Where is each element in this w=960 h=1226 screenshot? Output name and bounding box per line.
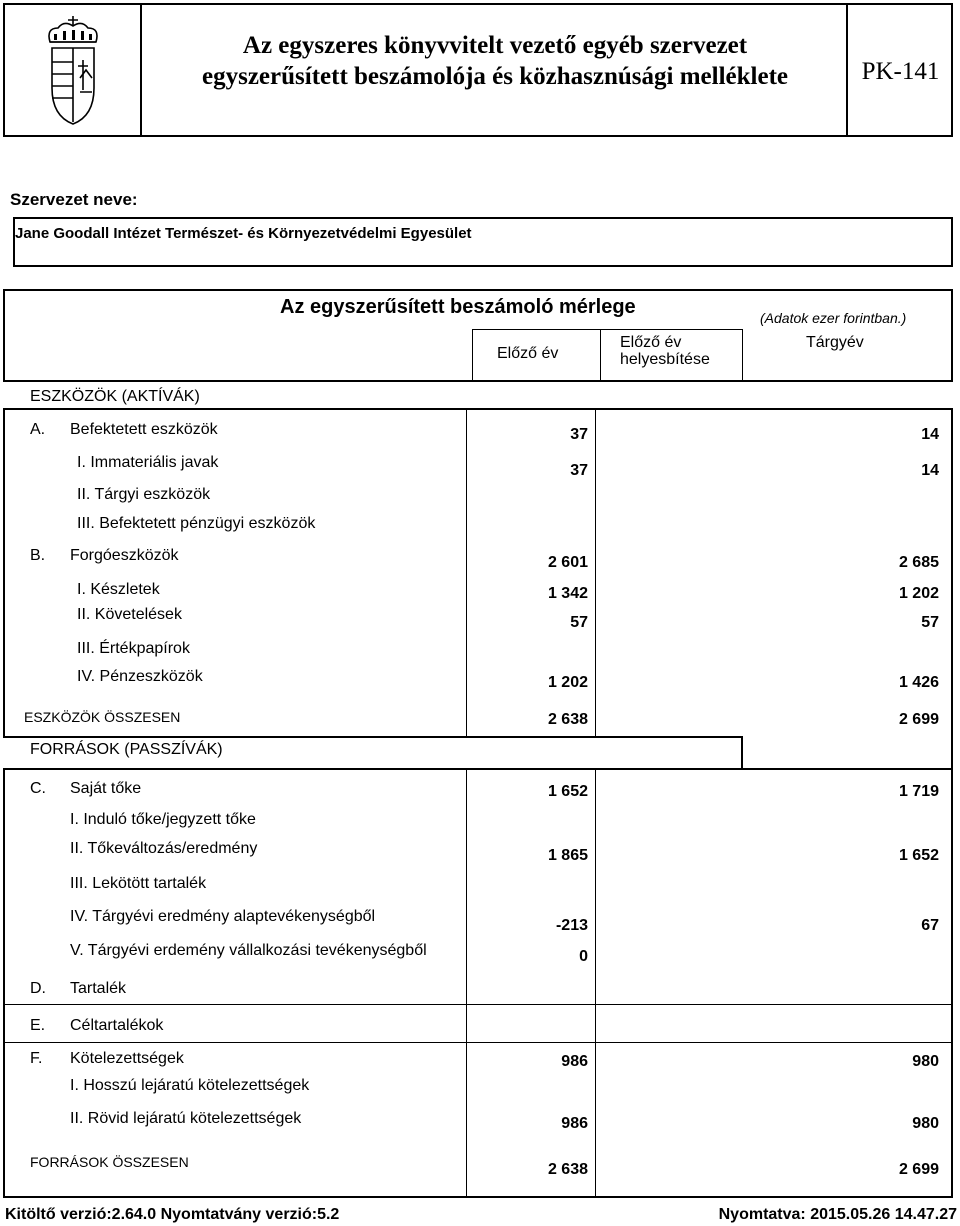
liabilities-header: FORRÁSOK (PASSZÍVÁK): [30, 741, 223, 758]
title-line-1: Az egyszeres könyvvitelt vezető egyéb szervezet: [242, 32, 748, 59]
organization-name: Jane Goodall Intézet Természet- és Környezetvédelmi Egyesület: [15, 225, 472, 242]
value-curr: 57: [921, 614, 939, 631]
row-code: F.: [30, 1050, 43, 1067]
row-label: V. Tárgyévi erdemény vállalkozási tevékenységből: [70, 942, 427, 959]
row-label: Forgóeszközök: [70, 547, 179, 564]
row-code: E.: [30, 1017, 46, 1034]
row-label: Saját tőke: [70, 780, 142, 797]
value-prev: 2 601: [547, 554, 588, 571]
row-label: II. Rövid lejáratú kötelezettségek: [70, 1110, 302, 1127]
footer-printed: Nyomtatva: 2015.05.26 14.47.27: [718, 1206, 957, 1223]
col-header-prev-adj-2: helyesbítése: [620, 351, 710, 368]
value-prev: 37: [570, 462, 588, 479]
value-curr: 1 652: [898, 847, 939, 864]
value-curr: 67: [921, 917, 939, 934]
row-label: III. Értékpapírok: [77, 640, 190, 657]
value-prev: 1 342: [547, 585, 588, 602]
header-divider: [140, 3, 142, 137]
form-code: PK-141: [861, 58, 940, 85]
row-code: A.: [30, 421, 46, 438]
value-prev: 1 865: [547, 847, 588, 864]
value-prev: 1 652: [547, 783, 588, 800]
row-label: II. Követelések: [77, 606, 182, 623]
value-prev: 986: [561, 1115, 588, 1132]
value-curr: 1 719: [898, 783, 939, 800]
liabilities-total-prev: 2 638: [547, 1161, 588, 1178]
row-label: Céltartalékok: [70, 1017, 164, 1034]
title-line-2: egyszerűsített beszámolója és közhasznúsági melléklete: [202, 63, 788, 90]
form-title: [150, 30, 840, 92]
value-prev: 37: [570, 426, 588, 443]
row-label: IV. Tárgyévi eredmény alaptevékenységből: [70, 908, 376, 925]
row-label: I. Immateriális javak: [77, 454, 219, 471]
value-curr: 2 685: [898, 554, 939, 571]
unit-note: (Adatok ezer forintban.): [760, 310, 907, 326]
liabilities-total-curr: 2 699: [898, 1161, 939, 1178]
coat-of-arms-logo: [28, 12, 118, 130]
value-curr: 1 426: [898, 674, 939, 691]
row-label: I. Hosszú lejáratú kötelezettségek: [70, 1077, 310, 1094]
row-label: III. Lekötött tartalék: [70, 875, 207, 892]
assets-total-label: ESZKÖZÖK ÖSSZESEN: [24, 709, 181, 725]
row-label: I. Induló tőke/jegyzett tőke: [70, 811, 256, 828]
assets-total-curr: 2 699: [898, 711, 939, 728]
row-label: IV. Pénzeszközök: [77, 668, 203, 685]
footer-version: Kitöltő verzió:2.64.0 Nyomtatvány verzió:5.2: [5, 1206, 340, 1223]
assets-header: ESZKÖZÖK (AKTÍVÁK): [30, 388, 200, 405]
col-header-prev-adj-1: Előző év: [620, 334, 682, 351]
value-prev: 0: [579, 948, 588, 965]
row-label: Kötelezettségek: [70, 1050, 184, 1067]
value-curr: 14: [921, 426, 939, 443]
row-label: II. Tárgyi eszközök: [77, 486, 211, 503]
value-prev: 1 202: [547, 674, 588, 691]
value-prev: -213: [555, 917, 588, 934]
value-curr: 980: [912, 1115, 939, 1132]
row-label: I. Készletek: [77, 581, 160, 598]
row-label: III. Befektetett pénzügyi eszközök: [77, 515, 316, 532]
value-curr: 1 202: [898, 585, 939, 602]
row-code: B.: [30, 547, 46, 564]
liabilities-total-label: FORRÁSOK ÖSSZESEN: [30, 1154, 189, 1170]
balance-title: Az egyszerűsített beszámoló mérlege: [280, 296, 636, 318]
value-prev: 57: [570, 614, 588, 631]
value-prev: 986: [561, 1053, 588, 1070]
row-label: Befektetett eszközök: [70, 421, 218, 438]
organization-label: Szervezet neve:: [10, 190, 138, 209]
row-label: Tartalék: [70, 980, 127, 997]
col-header-curr: Tárgyév: [806, 334, 864, 351]
col-header-prev: Előző év: [497, 345, 559, 362]
assets-total-prev: 2 638: [547, 711, 588, 728]
row-code: C.: [30, 780, 46, 797]
row-label: II. Tőkeváltozás/eredmény: [70, 840, 258, 857]
value-curr: 14: [921, 462, 939, 479]
value-curr: 980: [912, 1053, 939, 1070]
row-code: D.: [30, 980, 46, 997]
